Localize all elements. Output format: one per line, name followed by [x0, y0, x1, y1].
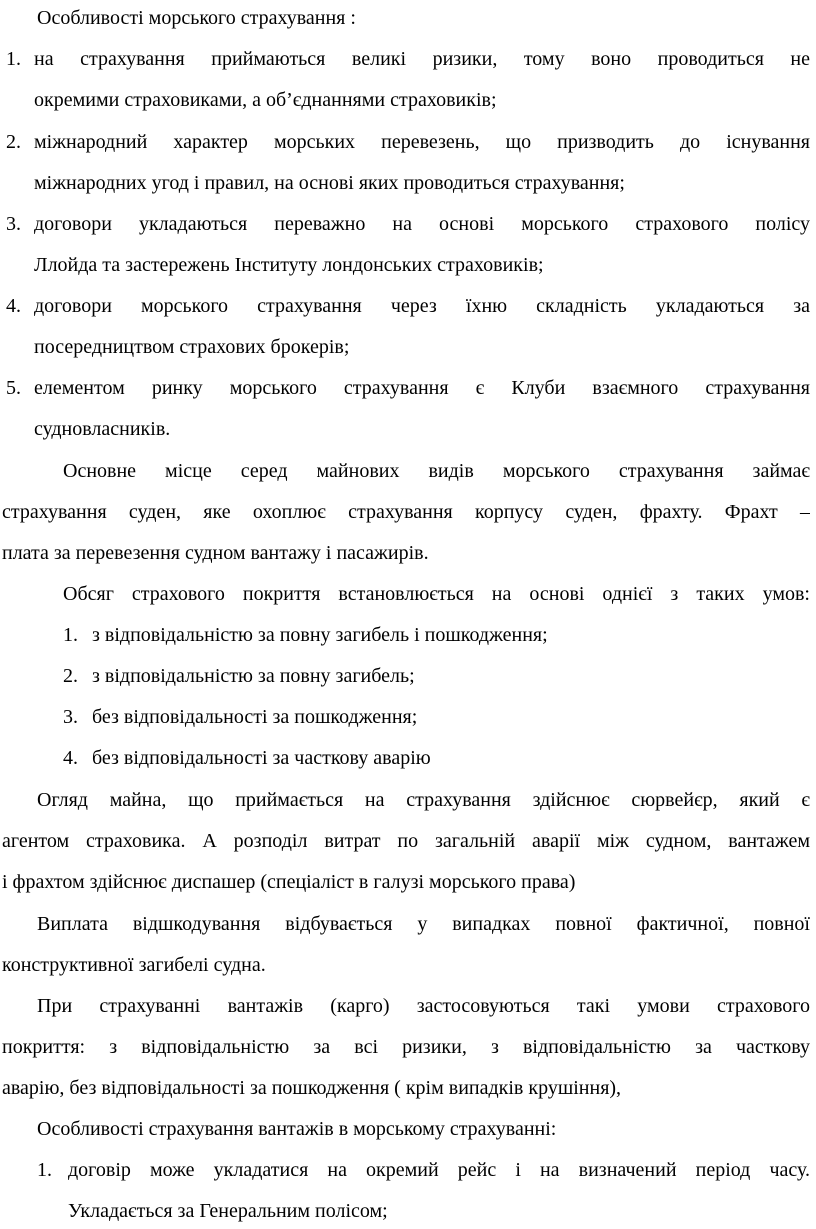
list-item-text: з відповідальністю за повну загибель;	[92, 665, 415, 687]
list-item-text: посередництвом страхових брокерів;	[34, 336, 350, 358]
list-item-number: 1.	[63, 624, 78, 646]
list-item-text: міжнародних угод і правил, на основі яких проводиться страхування;	[34, 172, 625, 194]
list-item-text: на страхування приймаються великі ризики, тому воно проводиться не	[34, 48, 810, 70]
paragraph-line: аварію, без відповідальності за пошкодження ( крім випадків крушіння),	[2, 1077, 622, 1099]
list-item-text: без відповідальності за пошкодження;	[92, 706, 418, 728]
list-item-text: договір може укладатися на окремий рейс і на визначений період часу.	[68, 1159, 810, 1181]
list-item-text: договори морського страхування через їхню складність укладаються за	[34, 295, 810, 317]
paragraph-line: і фрахтом здійснює диспашер (спеціаліст в галузі морського права)	[2, 871, 576, 893]
list-item-text: судновласників.	[34, 418, 171, 440]
list-item-number: 1.	[6, 48, 21, 70]
paragraph-line: Основне місце серед майнових видів морського страхування займає	[63, 460, 810, 482]
list-item-text: окремими страховиками, а об’єднаннями страховиків;	[34, 89, 497, 111]
list-item-text: договори укладаються переважно на основі морського страхового полісу	[34, 213, 810, 235]
paragraph-line: страхування суден, яке охоплює страхування корпусу суден, фрахту. Фрахт –	[2, 501, 810, 523]
paragraph-line: Огляд майна, що приймається на страхування здійснює сюрвейєр, який є	[37, 789, 810, 811]
list-item-number: 1.	[37, 1159, 52, 1181]
list-item-number: 4.	[63, 747, 78, 769]
coverage-intro: Обсяг страхового покриття встановлюється на основі однієї з таких умов:	[63, 583, 810, 605]
list-item-number: 3.	[6, 213, 21, 235]
list-item-text: з відповідальністю за повну загибель і пошкодження;	[92, 624, 548, 646]
list-item-number: 4.	[6, 295, 21, 317]
list-item-number: 3.	[63, 706, 78, 728]
list-item-text: Укладається за Генеральним полісом;	[68, 1200, 388, 1222]
paragraph-line: покриття: з відповідальністю за всі ризики, з відповідальністю за часткову	[2, 1036, 810, 1058]
paragraph-line: Виплата відшкодування відбувається у випадках повної фактичної, повної	[37, 913, 810, 935]
list-item-number: 5.	[6, 377, 21, 399]
list-item-text: Ллойда та застережень Інституту лондонських страховиків;	[34, 254, 544, 276]
list-item-text: елементом ринку морського страхування є Клуби взаємного страхування	[34, 377, 810, 399]
paragraph-line: агентом страховика. А розподіл витрат по загальній аварії між судном, вантажем	[2, 830, 810, 852]
cargo-features-heading: Особливості страхування вантажів в морському страхуванні:	[37, 1118, 557, 1140]
intro-heading: Особливості морського страхування :	[37, 7, 356, 29]
list-item-number: 2.	[63, 665, 78, 687]
list-item-number: 2.	[6, 131, 21, 153]
paragraph-line: плата за перевезення судном вантажу і пасажирів.	[2, 542, 429, 564]
paragraph-line: конструктивної загибелі судна.	[2, 954, 266, 976]
list-item-text: без відповідальності за часткову аварію	[92, 747, 431, 769]
list-item-text: міжнародний характер морських перевезень, що призводить до існування	[34, 131, 810, 153]
paragraph-line: При страхуванні вантажів (карго) застосовуються такі умови страхового	[37, 995, 810, 1017]
